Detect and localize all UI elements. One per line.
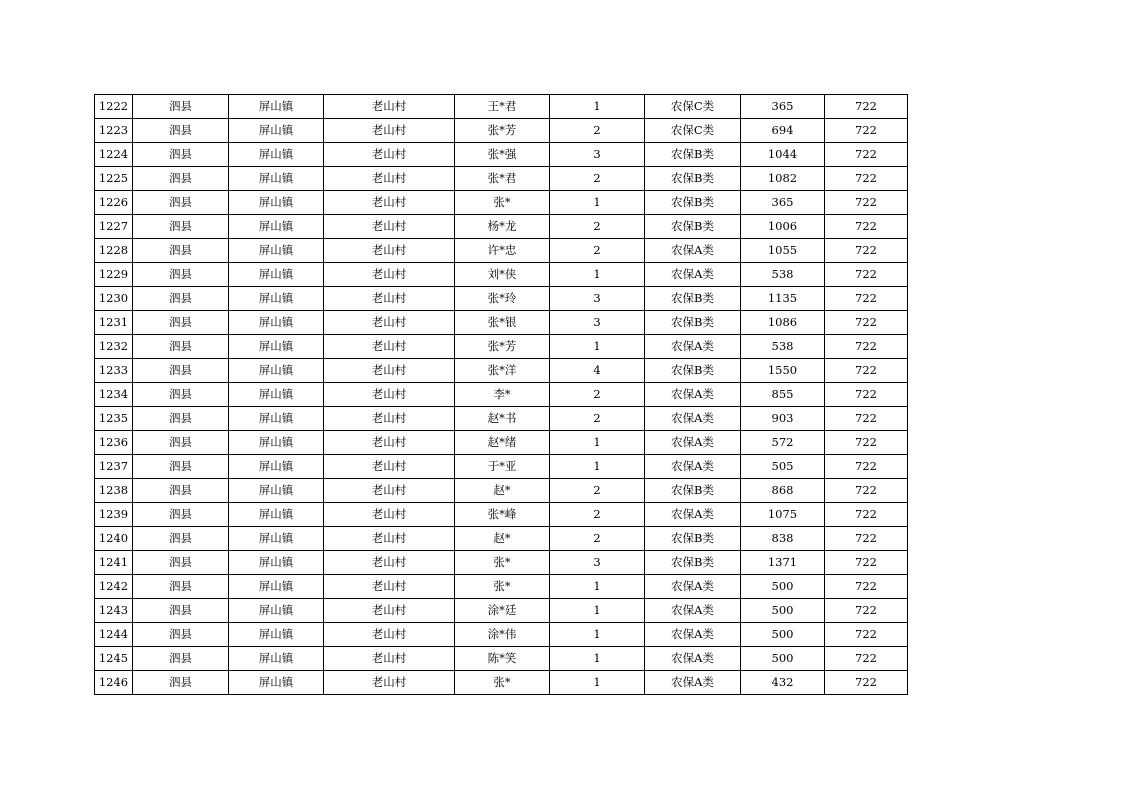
- standard-cell: 722: [825, 167, 908, 191]
- amount-cell: 505: [741, 455, 825, 479]
- table-row: [95, 119, 908, 143]
- household-size-cell: 2: [550, 503, 645, 527]
- amount-cell: 1086: [741, 311, 825, 335]
- name-cell: 张*: [455, 551, 550, 575]
- category-cell: 农保B类: [645, 287, 741, 311]
- household-size-cell: 2: [550, 167, 645, 191]
- county-cell: 泗县: [133, 119, 229, 143]
- standard-cell: 722: [825, 359, 908, 383]
- amount-cell: 1550: [741, 359, 825, 383]
- row-number-cell: 1242: [95, 575, 133, 599]
- table-row: [95, 623, 908, 647]
- standard-cell: 722: [825, 191, 908, 215]
- amount-cell: 1055: [741, 239, 825, 263]
- town-cell: 屏山镇: [229, 599, 324, 623]
- table-row: [95, 407, 908, 431]
- standard-cell: 722: [825, 623, 908, 647]
- standard-cell: 722: [825, 239, 908, 263]
- town-cell: 屏山镇: [229, 407, 324, 431]
- town-cell: 屏山镇: [229, 647, 324, 671]
- county-cell: 泗县: [133, 215, 229, 239]
- name-cell: 赵*书: [455, 407, 550, 431]
- amount-cell: 365: [741, 95, 825, 119]
- category-cell: 农保A类: [645, 671, 741, 695]
- row-number-cell: 1237: [95, 455, 133, 479]
- standard-cell: 722: [825, 311, 908, 335]
- table-row: [95, 263, 908, 287]
- household-size-cell: 1: [550, 455, 645, 479]
- standard-cell: 722: [825, 431, 908, 455]
- table-body: [95, 95, 908, 695]
- table-row: [95, 215, 908, 239]
- county-cell: 泗县: [133, 95, 229, 119]
- table-row: [95, 239, 908, 263]
- category-cell: 农保A类: [645, 455, 741, 479]
- standard-cell: 722: [825, 479, 908, 503]
- household-size-cell: 1: [550, 647, 645, 671]
- category-cell: 农保A类: [645, 383, 741, 407]
- row-number-cell: 1245: [95, 647, 133, 671]
- household-size-cell: 1: [550, 671, 645, 695]
- town-cell: 屏山镇: [229, 167, 324, 191]
- county-cell: 泗县: [133, 191, 229, 215]
- name-cell: 张*君: [455, 167, 550, 191]
- data-table: [94, 94, 908, 695]
- name-cell: 赵*: [455, 527, 550, 551]
- name-cell: 涂*廷: [455, 599, 550, 623]
- town-cell: 屏山镇: [229, 287, 324, 311]
- county-cell: 泗县: [133, 671, 229, 695]
- name-cell: 杨*龙: [455, 215, 550, 239]
- village-cell: 老山村: [324, 167, 455, 191]
- name-cell: 许*忠: [455, 239, 550, 263]
- amount-cell: 538: [741, 263, 825, 287]
- category-cell: 农保B类: [645, 359, 741, 383]
- county-cell: 泗县: [133, 551, 229, 575]
- standard-cell: 722: [825, 575, 908, 599]
- name-cell: 张*峰: [455, 503, 550, 527]
- category-cell: 农保A类: [645, 503, 741, 527]
- household-size-cell: 1: [550, 191, 645, 215]
- row-number-cell: 1235: [95, 407, 133, 431]
- category-cell: 农保C类: [645, 95, 741, 119]
- county-cell: 泗县: [133, 143, 229, 167]
- amount-cell: 500: [741, 599, 825, 623]
- village-cell: 老山村: [324, 599, 455, 623]
- amount-cell: 1075: [741, 503, 825, 527]
- row-number-cell: 1230: [95, 287, 133, 311]
- amount-cell: 1135: [741, 287, 825, 311]
- county-cell: 泗县: [133, 359, 229, 383]
- village-cell: 老山村: [324, 119, 455, 143]
- table-row: [95, 167, 908, 191]
- amount-cell: 365: [741, 191, 825, 215]
- standard-cell: 722: [825, 263, 908, 287]
- town-cell: 屏山镇: [229, 503, 324, 527]
- standard-cell: 722: [825, 335, 908, 359]
- standard-cell: 722: [825, 455, 908, 479]
- category-cell: 农保A类: [645, 239, 741, 263]
- village-cell: 老山村: [324, 287, 455, 311]
- category-cell: 农保A类: [645, 623, 741, 647]
- village-cell: 老山村: [324, 95, 455, 119]
- row-number-cell: 1227: [95, 215, 133, 239]
- town-cell: 屏山镇: [229, 671, 324, 695]
- amount-cell: 432: [741, 671, 825, 695]
- name-cell: 张*强: [455, 143, 550, 167]
- category-cell: 农保C类: [645, 119, 741, 143]
- table-row: [95, 191, 908, 215]
- category-cell: 农保B类: [645, 167, 741, 191]
- name-cell: 张*: [455, 575, 550, 599]
- row-number-cell: 1231: [95, 311, 133, 335]
- category-cell: 农保A类: [645, 575, 741, 599]
- household-size-cell: 2: [550, 239, 645, 263]
- household-size-cell: 3: [550, 311, 645, 335]
- standard-cell: 722: [825, 119, 908, 143]
- row-number-cell: 1243: [95, 599, 133, 623]
- standard-cell: 722: [825, 671, 908, 695]
- category-cell: 农保A类: [645, 431, 741, 455]
- amount-cell: 694: [741, 119, 825, 143]
- county-cell: 泗县: [133, 311, 229, 335]
- village-cell: 老山村: [324, 551, 455, 575]
- amount-cell: 868: [741, 479, 825, 503]
- table-row: [95, 335, 908, 359]
- amount-cell: 1082: [741, 167, 825, 191]
- county-cell: 泗县: [133, 527, 229, 551]
- town-cell: 屏山镇: [229, 191, 324, 215]
- standard-cell: 722: [825, 383, 908, 407]
- county-cell: 泗县: [133, 599, 229, 623]
- standard-cell: 722: [825, 551, 908, 575]
- village-cell: 老山村: [324, 503, 455, 527]
- table-row: [95, 143, 908, 167]
- county-cell: 泗县: [133, 239, 229, 263]
- county-cell: 泗县: [133, 335, 229, 359]
- standard-cell: 722: [825, 527, 908, 551]
- village-cell: 老山村: [324, 431, 455, 455]
- table-row: [95, 359, 908, 383]
- county-cell: 泗县: [133, 647, 229, 671]
- town-cell: 屏山镇: [229, 383, 324, 407]
- table-row: [95, 599, 908, 623]
- county-cell: 泗县: [133, 383, 229, 407]
- household-size-cell: 2: [550, 479, 645, 503]
- amount-cell: 838: [741, 527, 825, 551]
- town-cell: 屏山镇: [229, 575, 324, 599]
- table-row: [95, 455, 908, 479]
- standard-cell: 722: [825, 407, 908, 431]
- name-cell: 张*洋: [455, 359, 550, 383]
- village-cell: 老山村: [324, 359, 455, 383]
- row-number-cell: 1240: [95, 527, 133, 551]
- amount-cell: 500: [741, 575, 825, 599]
- name-cell: 刘*侠: [455, 263, 550, 287]
- county-cell: 泗县: [133, 263, 229, 287]
- village-cell: 老山村: [324, 239, 455, 263]
- amount-cell: 903: [741, 407, 825, 431]
- name-cell: 张*芳: [455, 119, 550, 143]
- row-number-cell: 1224: [95, 143, 133, 167]
- county-cell: 泗县: [133, 455, 229, 479]
- amount-cell: 500: [741, 647, 825, 671]
- table-row: [95, 503, 908, 527]
- household-size-cell: 2: [550, 527, 645, 551]
- household-size-cell: 3: [550, 551, 645, 575]
- row-number-cell: 1244: [95, 623, 133, 647]
- county-cell: 泗县: [133, 287, 229, 311]
- row-number-cell: 1233: [95, 359, 133, 383]
- table-row: [95, 383, 908, 407]
- village-cell: 老山村: [324, 527, 455, 551]
- category-cell: 农保B类: [645, 191, 741, 215]
- table-row: [95, 95, 908, 119]
- table-row: [95, 431, 908, 455]
- row-number-cell: 1228: [95, 239, 133, 263]
- village-cell: 老山村: [324, 647, 455, 671]
- table-row: [95, 647, 908, 671]
- amount-cell: 1044: [741, 143, 825, 167]
- village-cell: 老山村: [324, 455, 455, 479]
- town-cell: 屏山镇: [229, 431, 324, 455]
- standard-cell: 722: [825, 95, 908, 119]
- household-size-cell: 1: [550, 95, 645, 119]
- household-size-cell: 2: [550, 383, 645, 407]
- household-size-cell: 1: [550, 599, 645, 623]
- county-cell: 泗县: [133, 575, 229, 599]
- name-cell: 张*玲: [455, 287, 550, 311]
- table-row: [95, 671, 908, 695]
- town-cell: 屏山镇: [229, 119, 324, 143]
- town-cell: 屏山镇: [229, 263, 324, 287]
- village-cell: 老山村: [324, 143, 455, 167]
- category-cell: 农保A类: [645, 263, 741, 287]
- row-number-cell: 1226: [95, 191, 133, 215]
- household-size-cell: 1: [550, 263, 645, 287]
- town-cell: 屏山镇: [229, 455, 324, 479]
- row-number-cell: 1246: [95, 671, 133, 695]
- town-cell: 屏山镇: [229, 143, 324, 167]
- category-cell: 农保B类: [645, 479, 741, 503]
- county-cell: 泗县: [133, 479, 229, 503]
- name-cell: 赵*绪: [455, 431, 550, 455]
- standard-cell: 722: [825, 215, 908, 239]
- county-cell: 泗县: [133, 623, 229, 647]
- household-size-cell: 1: [550, 575, 645, 599]
- category-cell: 农保B类: [645, 215, 741, 239]
- county-cell: 泗县: [133, 503, 229, 527]
- standard-cell: 722: [825, 503, 908, 527]
- standard-cell: 722: [825, 599, 908, 623]
- village-cell: 老山村: [324, 623, 455, 647]
- household-size-cell: 3: [550, 287, 645, 311]
- household-size-cell: 2: [550, 215, 645, 239]
- category-cell: 农保A类: [645, 599, 741, 623]
- household-size-cell: 3: [550, 143, 645, 167]
- row-number-cell: 1238: [95, 479, 133, 503]
- name-cell: 陈*笑: [455, 647, 550, 671]
- name-cell: 张*: [455, 671, 550, 695]
- name-cell: 张*银: [455, 311, 550, 335]
- row-number-cell: 1236: [95, 431, 133, 455]
- standard-cell: 722: [825, 647, 908, 671]
- name-cell: 赵*: [455, 479, 550, 503]
- village-cell: 老山村: [324, 671, 455, 695]
- table-row: [95, 287, 908, 311]
- village-cell: 老山村: [324, 383, 455, 407]
- village-cell: 老山村: [324, 191, 455, 215]
- town-cell: 屏山镇: [229, 239, 324, 263]
- category-cell: 农保A类: [645, 647, 741, 671]
- village-cell: 老山村: [324, 311, 455, 335]
- name-cell: 张*芳: [455, 335, 550, 359]
- village-cell: 老山村: [324, 263, 455, 287]
- town-cell: 屏山镇: [229, 311, 324, 335]
- village-cell: 老山村: [324, 407, 455, 431]
- row-number-cell: 1241: [95, 551, 133, 575]
- category-cell: 农保A类: [645, 335, 741, 359]
- village-cell: 老山村: [324, 575, 455, 599]
- name-cell: 王*君: [455, 95, 550, 119]
- amount-cell: 1371: [741, 551, 825, 575]
- household-size-cell: 1: [550, 431, 645, 455]
- row-number-cell: 1222: [95, 95, 133, 119]
- name-cell: 张*: [455, 191, 550, 215]
- row-number-cell: 1223: [95, 119, 133, 143]
- table-row: [95, 527, 908, 551]
- town-cell: 屏山镇: [229, 359, 324, 383]
- household-size-cell: 2: [550, 119, 645, 143]
- county-cell: 泗县: [133, 407, 229, 431]
- name-cell: 于*亚: [455, 455, 550, 479]
- row-number-cell: 1225: [95, 167, 133, 191]
- row-number-cell: 1232: [95, 335, 133, 359]
- household-size-cell: 1: [550, 623, 645, 647]
- category-cell: 农保B类: [645, 551, 741, 575]
- row-number-cell: 1239: [95, 503, 133, 527]
- household-size-cell: 2: [550, 407, 645, 431]
- household-size-cell: 4: [550, 359, 645, 383]
- amount-cell: 538: [741, 335, 825, 359]
- town-cell: 屏山镇: [229, 95, 324, 119]
- name-cell: 涂*伟: [455, 623, 550, 647]
- table-row: [95, 575, 908, 599]
- town-cell: 屏山镇: [229, 527, 324, 551]
- town-cell: 屏山镇: [229, 551, 324, 575]
- town-cell: 屏山镇: [229, 479, 324, 503]
- table-row: [95, 551, 908, 575]
- village-cell: 老山村: [324, 479, 455, 503]
- row-number-cell: 1234: [95, 383, 133, 407]
- table-row: [95, 311, 908, 335]
- village-cell: 老山村: [324, 335, 455, 359]
- row-number-cell: 1229: [95, 263, 133, 287]
- standard-cell: 722: [825, 287, 908, 311]
- county-cell: 泗县: [133, 431, 229, 455]
- amount-cell: 500: [741, 623, 825, 647]
- town-cell: 屏山镇: [229, 215, 324, 239]
- category-cell: 农保A类: [645, 407, 741, 431]
- household-size-cell: 1: [550, 335, 645, 359]
- table-row: [95, 479, 908, 503]
- standard-cell: 722: [825, 143, 908, 167]
- amount-cell: 1006: [741, 215, 825, 239]
- name-cell: 李*: [455, 383, 550, 407]
- category-cell: 农保B类: [645, 311, 741, 335]
- category-cell: 农保B类: [645, 143, 741, 167]
- category-cell: 农保B类: [645, 527, 741, 551]
- amount-cell: 572: [741, 431, 825, 455]
- town-cell: 屏山镇: [229, 623, 324, 647]
- town-cell: 屏山镇: [229, 335, 324, 359]
- amount-cell: 855: [741, 383, 825, 407]
- county-cell: 泗县: [133, 167, 229, 191]
- village-cell: 老山村: [324, 215, 455, 239]
